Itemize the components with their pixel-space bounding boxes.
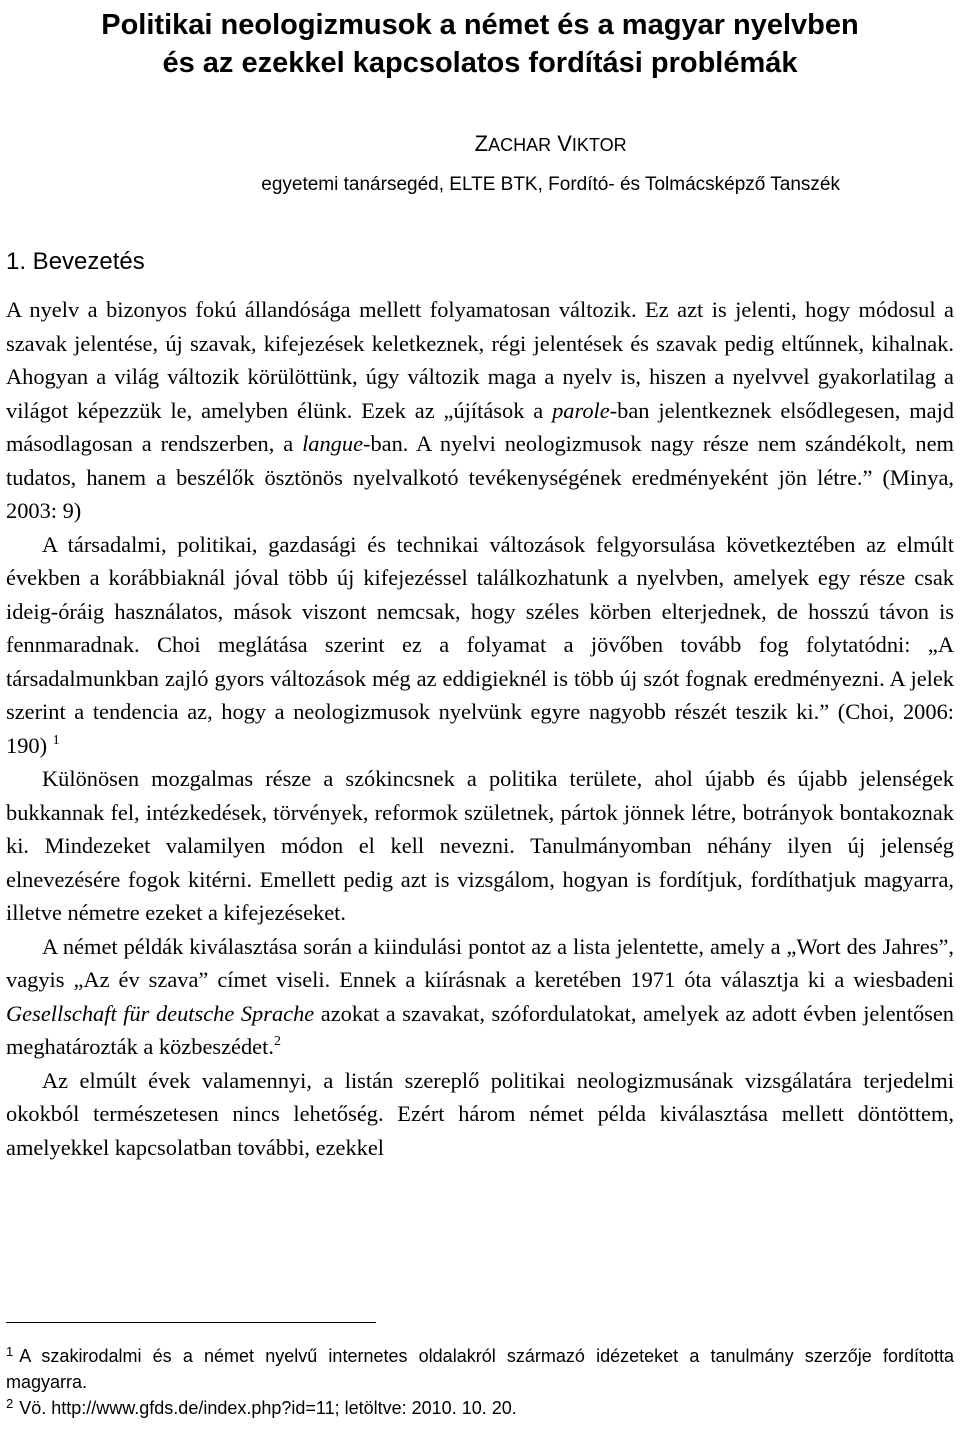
footnote-number: 1 <box>6 1344 14 1359</box>
author-affiliation: egyetemi tanársegéd, ELTE BTK, Fordító- és Tolmácsképző Tanszék <box>261 174 840 195</box>
term-parole: parole <box>552 397 610 423</box>
paragraph-5: Az elmúlt évek valamennyi, a listán szereplő politikai neologizmusának vizsgálatára terjedelmi okokból természetesen nincs lehetőség. Ezért három német példa kiválasztása mellett döntöttem, amelyekkel kapcsolatban további, ezekkel <box>6 1067 954 1160</box>
footnote-divider <box>6 1322 376 1323</box>
p4-text-b: azokat a szavakat, szófordulatokat, amelyek az adott évben jelentősen meghatározták a közbeszédet. <box>6 1000 954 1059</box>
paragraph-3: Különösen mozgalmas része a szókincsnek a politika területe, ahol újabb és újabb jelenségek bukkannak fel, intézkedések, törvények, reformok születnek, pártok jönnek létre, botrányok bontakoznak ki. Mindezeket valamilyen módon el kell nevezni. Tanulmányomban néhány ilyen új jelenség elnevezésére fogok kitérni. Emellett pedig azt is vizsgálom, hogyan is fordítjuk, fordíthatjuk magyarra, illetve németre ezeket a kifejezéseket. <box>6 766 954 925</box>
p2-text: A társadalmi, politikai, gazdasági és technikai változások felgyorsulása következtében az elmúlt években a korábbiaknál jóval több új kifejezéssel találkozhatunk a nyelvben, amelyek egy része csak ideig-óráig használatos, mások viszont nemcsak, hogy széles körben elterjednek, de hosszú távon is fennmaradnak. Choi meglátása szerint ez a folyamat a jövőben tovább fog folytatódni: „A társadalmunkban zajló gyors változások még az eddigieknél is több új szót fognak eredményezni. A jelek szerint a tendencia az, hogy a neologizmusok nyelvünk egyre nagyobb részét teszik ki.” (Choi, 2006: 190) <box>6 531 954 758</box>
footnote-text: A szakirodalmi és a német nyelvű internetes oldalakról származó idézeteket a tanulmány szerzője fordította magyarra. <box>6 1346 954 1392</box>
footnote-ref-2[interactable]: 2 <box>273 1034 281 1049</box>
footnote-1 <box>6 1343 954 1395</box>
author-name <box>261 129 840 160</box>
author-last-initial: V <box>557 131 572 156</box>
author-first-rest: ACHAR <box>488 135 552 155</box>
p1-text-b: -ban jelentkeznek elsődlegesen, majd másodlagosan a rendszerben, a <box>6 397 954 456</box>
paragraph-1 <box>6 293 954 528</box>
body-text <box>6 293 954 1164</box>
paragraph-2 <box>6 528 954 763</box>
author-block <box>261 129 840 200</box>
footnote-number: 2 <box>6 1396 14 1411</box>
p4-text-a: A német példák kiválasztása során a kiindulási pontot az a lista jelentette, amely a „Wort des Jahres”, vagyis „Az év szava” címet viseli. Ennek a kiírásnak a keretében 1971 óta választja ki a wiesbadeni <box>6 933 954 992</box>
society-name: Gesellschaft für deutsche Sprache <box>6 1000 315 1026</box>
footnotes <box>6 1343 954 1421</box>
footnote-ref-1[interactable]: 1 <box>52 732 60 748</box>
title-line-1: Politikai neologizmusok a német és a magyar nyelvben <box>101 9 859 41</box>
paragraph-4 <box>6 930 954 1064</box>
paper-title <box>6 6 954 82</box>
p1-text-c: -ban. A nyelvi neologizmusok nagy része nem szándékolt, nem tudatos, hanem a beszélők ösztönös nyelvalkotó tevékenységének eredményeként jön létre.” (Minya, 2003: 9) <box>6 431 954 523</box>
term-langue: langue <box>302 431 364 456</box>
section-heading: 1. Bevezetés <box>6 248 145 275</box>
author-first-initial: Z <box>474 131 489 156</box>
footnote-text: Vö. http://www.gfds.de/index.php?id=11; letöltve: 2010. 10. 20. <box>19 1398 517 1418</box>
footnote-2 <box>6 1395 954 1421</box>
p1-text-a: A nyelv a bizonyos fokú állandósága mellett folyamatosan változik. Ez azt is jelenti, hogy módosul a szavak jelentése, új szavak, kifejezések keletkeznek, régi jelentések és szavak pedig eltűnnek, kihalnak. Ahogyan a világ változik körülöttünk, úgy változik maga a nyelv is, hiszen a nyelvvel gyakorlatilag a világot képezzük le, amelyben élünk. Ezek az „újítások a <box>6 297 954 423</box>
title-line-2: és az ezekkel kapcsolatos fordítási problémák <box>162 47 798 79</box>
author-last-rest: IKTOR <box>571 135 627 155</box>
